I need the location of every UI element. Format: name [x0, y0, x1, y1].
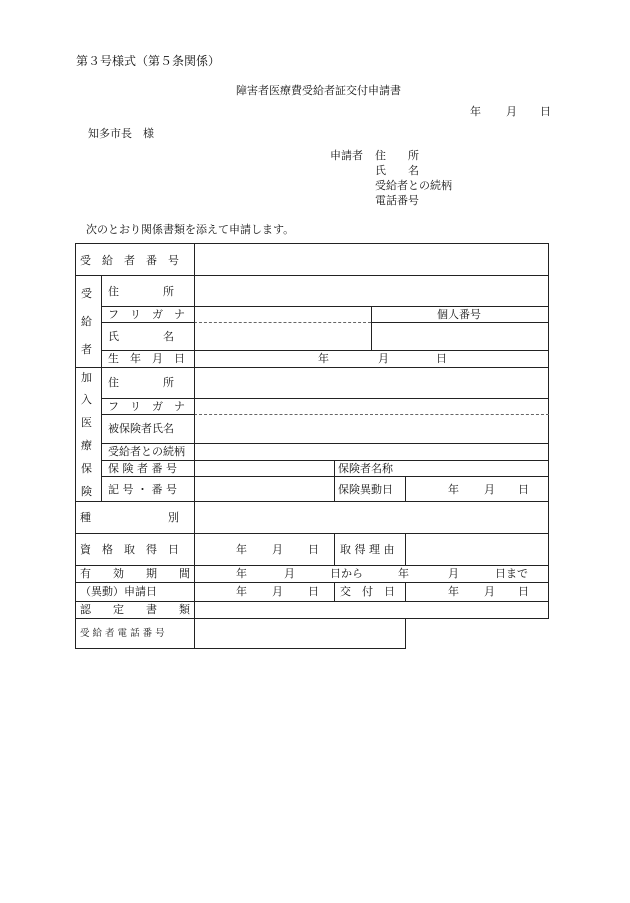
- birth-month: 月: [378, 352, 389, 365]
- form-number: 第３号様式（第５条関係）: [76, 54, 221, 68]
- insurance-group-5: 保: [81, 462, 92, 475]
- change-app-label: （異動）申請日: [80, 585, 157, 598]
- insured-name-label: 被保険者氏名: [108, 422, 174, 435]
- page-title: 障害者医療費受給者証交付申請書: [236, 84, 401, 97]
- category-label: 種 別: [80, 511, 179, 524]
- ins-furigana-label: フ リ ガ ナ: [108, 400, 185, 413]
- issue-month: 月: [484, 585, 495, 598]
- insurance-group-2: 入: [81, 393, 92, 406]
- qd-month: 月: [272, 543, 283, 556]
- validity-month-from: 月: [284, 567, 295, 580]
- insurance-group-4: 療: [81, 439, 92, 452]
- qualified-date-label: 資 格 取 得 日: [80, 543, 179, 556]
- recipient-group-2: 給: [81, 315, 92, 328]
- address-label: 住 所: [108, 285, 174, 298]
- ca-year: 年: [236, 585, 247, 598]
- cert-docs-label: 認 定 書 類: [80, 603, 190, 616]
- validity-year-to: 年: [398, 567, 409, 580]
- insurance-group-6: 険: [81, 485, 92, 498]
- ca-month: 月: [272, 585, 283, 598]
- ins-change-date-label: 保険異動日: [338, 483, 393, 496]
- insurance-group-1: 加: [81, 371, 92, 384]
- validity-label: 有 効 期 間: [80, 567, 190, 580]
- individual-number-label: 個人番号: [437, 308, 481, 321]
- intro-text: 次のとおり関係書類を添えて申請します。: [86, 223, 295, 236]
- birth-day: 日: [436, 352, 447, 365]
- applicant-relation-label: 受給者との続柄: [375, 179, 452, 192]
- qd-year: 年: [236, 543, 247, 556]
- issue-day: 日: [518, 585, 529, 598]
- recipient-group-1: 受: [81, 287, 92, 300]
- ins-change-month: 月: [484, 483, 495, 496]
- insurer-name-label: 保険者名称: [338, 462, 393, 475]
- ins-change-year: 年: [448, 483, 459, 496]
- qd-day: 日: [308, 543, 319, 556]
- reason-label: 取 得 理 由: [340, 543, 395, 556]
- validity-from: 日から: [330, 567, 363, 580]
- applicant-name-label: 氏 名: [375, 164, 419, 177]
- furigana-label: フ リ ガ ナ: [108, 308, 185, 321]
- birth-label: 生 年 月 日: [108, 352, 185, 365]
- recipient-number-label: 受 給 者 番 号: [80, 254, 179, 267]
- phone-label: 受 給 者 電 話 番 号: [80, 628, 165, 639]
- issue-year: 年: [448, 585, 459, 598]
- applicant-address-label: 住 所: [375, 149, 419, 162]
- addressee: 知多市長 様: [88, 127, 154, 140]
- name-label: 氏 名: [108, 330, 174, 343]
- recipient-group-3: 者: [81, 343, 92, 356]
- relation-label: 受給者との続柄: [108, 445, 185, 458]
- insurance-group-3: 医: [81, 416, 92, 429]
- symbol-number-label: 記 号 ・ 番 号: [108, 483, 177, 496]
- date-year: 年: [470, 105, 481, 118]
- birth-year: 年: [318, 352, 329, 365]
- date-day: 日: [540, 105, 551, 118]
- insurer-number-label: 保 険 者 番 号: [108, 462, 177, 475]
- validity-year-from: 年: [236, 567, 247, 580]
- validity-month-to: 月: [448, 567, 459, 580]
- applicant-label: 申請者: [330, 149, 363, 162]
- applicant-phone-label: 電話番号: [375, 194, 419, 207]
- date-month: 月: [506, 105, 517, 118]
- issue-label: 交 付 日: [340, 585, 395, 598]
- ins-change-day: 日: [518, 483, 529, 496]
- ins-address-label: 住 所: [108, 376, 174, 389]
- ca-day: 日: [308, 585, 319, 598]
- validity-to: 日まで: [495, 567, 528, 580]
